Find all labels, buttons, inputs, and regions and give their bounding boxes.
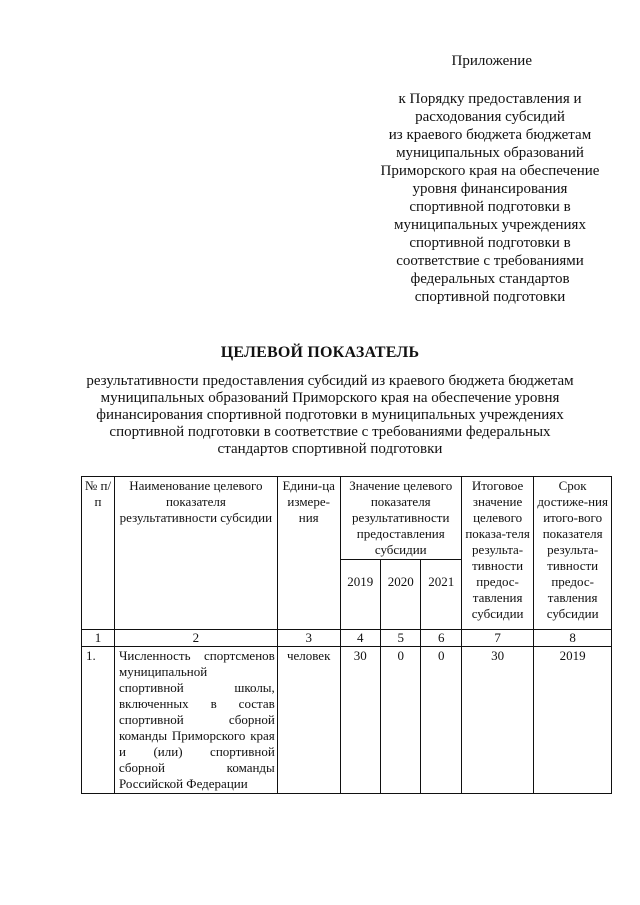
row-name: Численность спортсменов муниципальной спортивной школы, включенных в состав спортивной сборной команды Приморского края и (или) спортивной сборной команды Российской Федерации <box>114 647 277 794</box>
document-title: ЦЕЛЕВОЙ ПОКАЗАТЕЛЬ <box>220 344 420 361</box>
row-num: 1. <box>82 647 115 794</box>
appendix-line: уровня финансирования <box>412 181 568 197</box>
index-cell: 1 <box>82 630 115 647</box>
row-term: 2019 <box>534 647 612 794</box>
index-cell: 7 <box>461 630 533 647</box>
row-unit: человек <box>277 647 340 794</box>
appendix-line: к Порядку предоставления и <box>398 91 582 107</box>
index-cell: 8 <box>534 630 612 647</box>
appendix-line: муниципальных образований <box>396 145 584 161</box>
appendix-line: федеральных стандартов <box>410 271 570 287</box>
appendix-line: соответствие с требованиями <box>396 253 584 269</box>
appendix-title: Приложение <box>451 53 532 69</box>
index-cell: 2 <box>114 630 277 647</box>
document-subtitle <box>80 373 580 458</box>
index-cell: 3 <box>277 630 340 647</box>
header-unit: Едини-ца измере-ния <box>277 477 340 630</box>
header-year-2020: 2020 <box>381 560 421 630</box>
header-value-group: Значение целевого показателя результативности предоставления субсидии <box>340 477 461 560</box>
indicator-table <box>81 476 612 794</box>
subtitle-line: спортивной подготовки в соответствие с требованиями федеральных <box>109 424 551 440</box>
subtitle-line: стандартов спортивной подготовки <box>217 441 443 457</box>
header-result: Итоговое значение целевого показа-теля результа-тивности предос-тавления субсидии <box>461 477 533 630</box>
appendix-line: из краевого бюджета бюджетам <box>388 127 592 143</box>
index-cell: 4 <box>340 630 380 647</box>
appendix-line: муниципальных учреждениях <box>394 217 586 233</box>
subtitle-line: результативности предоставления субсидий из краевого бюджета бюджетам <box>86 373 574 389</box>
index-cell: 5 <box>381 630 421 647</box>
subtitle-line: финансирования спортивной подготовки в муниципальных учреждениях <box>96 407 564 423</box>
header-name: Наименование целевого показателя результативности субсидии <box>114 477 277 630</box>
appendix-line: Приморского края на обеспечение <box>380 163 600 179</box>
subtitle-line: муниципальных образований Приморского края на обеспечение уровня <box>100 390 560 406</box>
index-cell: 6 <box>421 630 461 647</box>
table-row <box>82 647 612 794</box>
appendix-line: спортивной подготовки в <box>409 235 571 251</box>
header-year-2021: 2021 <box>421 560 461 630</box>
row-result: 30 <box>461 647 533 794</box>
appendix-line: спортивной подготовки в <box>409 199 571 215</box>
appendix-line: спортивной подготовки <box>414 289 566 305</box>
appendix-reference <box>360 90 620 306</box>
row-value-2020: 0 <box>381 647 421 794</box>
header-term: Срок достиже-ния итого-вого показателя результа-тивности предос-тавления субсидии <box>534 477 612 630</box>
table-header-row <box>82 477 612 560</box>
row-value-2019: 30 <box>340 647 380 794</box>
table-index-row <box>82 630 612 647</box>
header-year-2019: 2019 <box>340 560 380 630</box>
appendix-line: расходования субсидий <box>415 109 565 125</box>
header-num: № п/п <box>82 477 115 630</box>
row-value-2021: 0 <box>421 647 461 794</box>
